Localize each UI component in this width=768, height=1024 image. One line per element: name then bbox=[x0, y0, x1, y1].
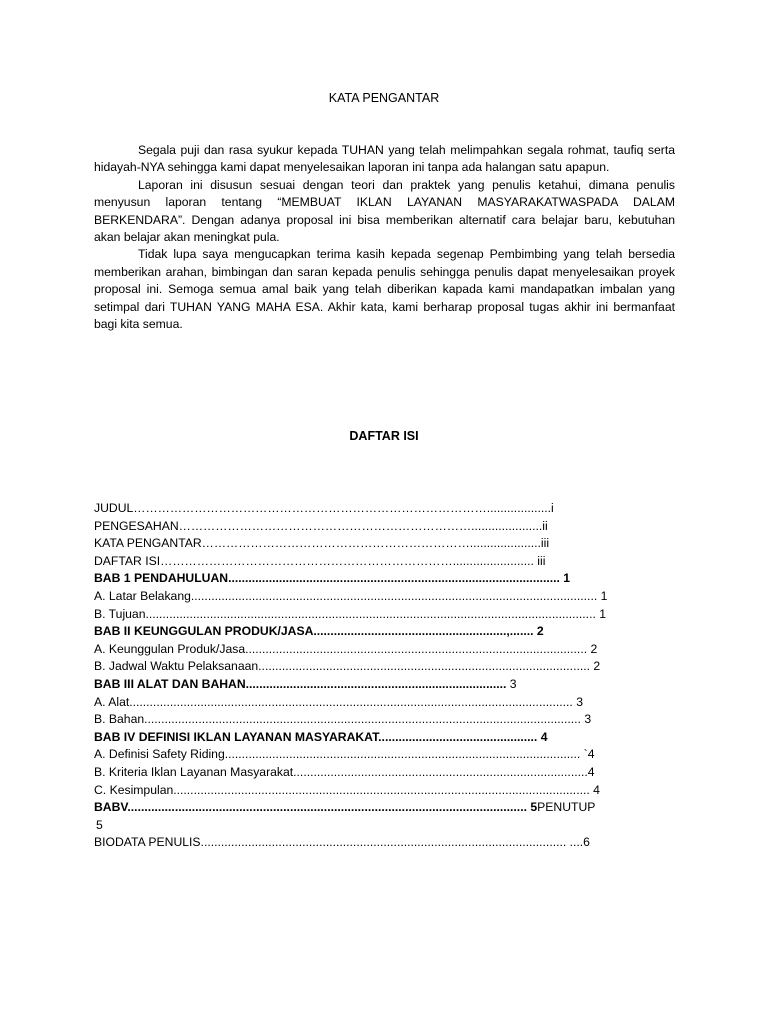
kata-pengantar-body bbox=[94, 142, 675, 333]
kata-pengantar-title: KATA PENGANTAR bbox=[328, 91, 440, 105]
toc-entry-judul: JUDUL……………………………………………………………………………...................i bbox=[94, 501, 554, 515]
toc-entry-kesimpulan: C. Kesimpulan........................................................................................................................... 4 bbox=[94, 782, 600, 797]
toc-entry-safety-riding: A. Definisi Safety Riding......................................................................................................... `4 bbox=[94, 747, 595, 762]
kata-pengantar-paragraph-1: Segala puji dan rasa syukur kepada TUHAN yang telah melimpahkan segala rohmat, taufiq serta hidayah-NYA sehingga kami dapat menyelesaikan laporan ini tanpa ada halangan satu apapun. bbox=[94, 143, 675, 175]
toc-entry-bab-5-label: BABV...................................................................................................................... 5 bbox=[94, 800, 538, 815]
toc-entry-biodata: BIODATA PENULIS............................................................................................................ ....6 bbox=[94, 835, 590, 850]
toc-entry-tujuan: B. Tujuan..................................................................................................................................... 1 bbox=[94, 606, 607, 621]
toc-entry-alat: A. Alat................................................................................................................................... 3 bbox=[94, 694, 583, 709]
daftar-isi-title: DAFTAR ISI bbox=[349, 429, 419, 443]
toc-entry-bahan: B. Bahan................................................................................................................................. 3 bbox=[94, 712, 592, 727]
toc-entry-pengesahan: PENGESAHAN……………………………………………………………….....................ii bbox=[94, 518, 548, 533]
kata-pengantar-paragraph-3: Tidak lupa saya mengucapkan terima kasih kepada segenap Pembimbing yang telah bersedia memberikan arahan, bimbingan dan saran kepada penulis sehingga penulis dapat menyelesaikan proyek proposal ini. Semoga semua amal baik yang telah diberikan kapada kami mandapatkan imbalan yang setimpal dari TUHAN YANG MAHA ESA. Akhir kata, kami berharap proposal tugas akhir ini bermanfaat bagi kita semua. bbox=[94, 247, 675, 332]
toc-entry-bab-4: BAB IV DEFINISI IKLAN LAYANAN MASYARAKAT............................................... 4 bbox=[94, 729, 548, 744]
toc-entry-bab-1: BAB 1 PENDAHULUAN.................................................................................................. 1 bbox=[94, 571, 571, 586]
kata-pengantar-paragraph-2: Laporan ini disusun sesuai dengan teori dan praktek yang penulis ketahui, dimana penulis menyusun laporan tentang “MEMBUAT IKLAN LAYANAN MASYARAKATWASPADA DALAM BERKENDARA”. Dengan adanya proposal ini bisa memberikan alternatif cara belajar baru, kebutuhan akan belajar akan meningkat pula. bbox=[94, 177, 675, 245]
toc-entry-bab-5 bbox=[94, 799, 684, 817]
toc-entry-bab-2: BAB II KEUNGGULAN PRODUK/JASA.........................................................,....... 2 bbox=[94, 624, 544, 639]
toc-entry-kriteria: B. Kriteria Iklan Layanan Masyarakat.......................................................................................4 bbox=[94, 764, 595, 779]
toc-entry-keunggulan: A. Keunggulan Produk/Jasa..................................................................................................... 2 bbox=[94, 641, 598, 656]
toc-entry-kata-pengantar: KATA PENGANTAR………………………………………………………….....................iii bbox=[94, 536, 550, 551]
toc-entry-bab-5-page: 5 bbox=[96, 817, 103, 832]
toc-entry-bab-3-page: 3 bbox=[506, 676, 517, 691]
toc-entry-daftar-isi: DAFTAR ISI………………………………………………………………........................ iii bbox=[94, 553, 546, 568]
toc-entry-bab-3-label: BAB III ALAT DAN BAHAN............................................................................. bbox=[94, 676, 507, 691]
toc-entry-bab-3 bbox=[94, 676, 684, 694]
toc-entry-bab-5-title: PENUTUP bbox=[537, 800, 596, 815]
toc-entry-jadwal: B. Jadwal Waktu Pelaksanaan.................................................................................................. 2 bbox=[94, 659, 601, 674]
toc-entry-latar-belakang: A. Latar Belakang........................................................................................................................ 1 bbox=[94, 588, 608, 603]
daftar-isi-list bbox=[94, 500, 684, 852]
